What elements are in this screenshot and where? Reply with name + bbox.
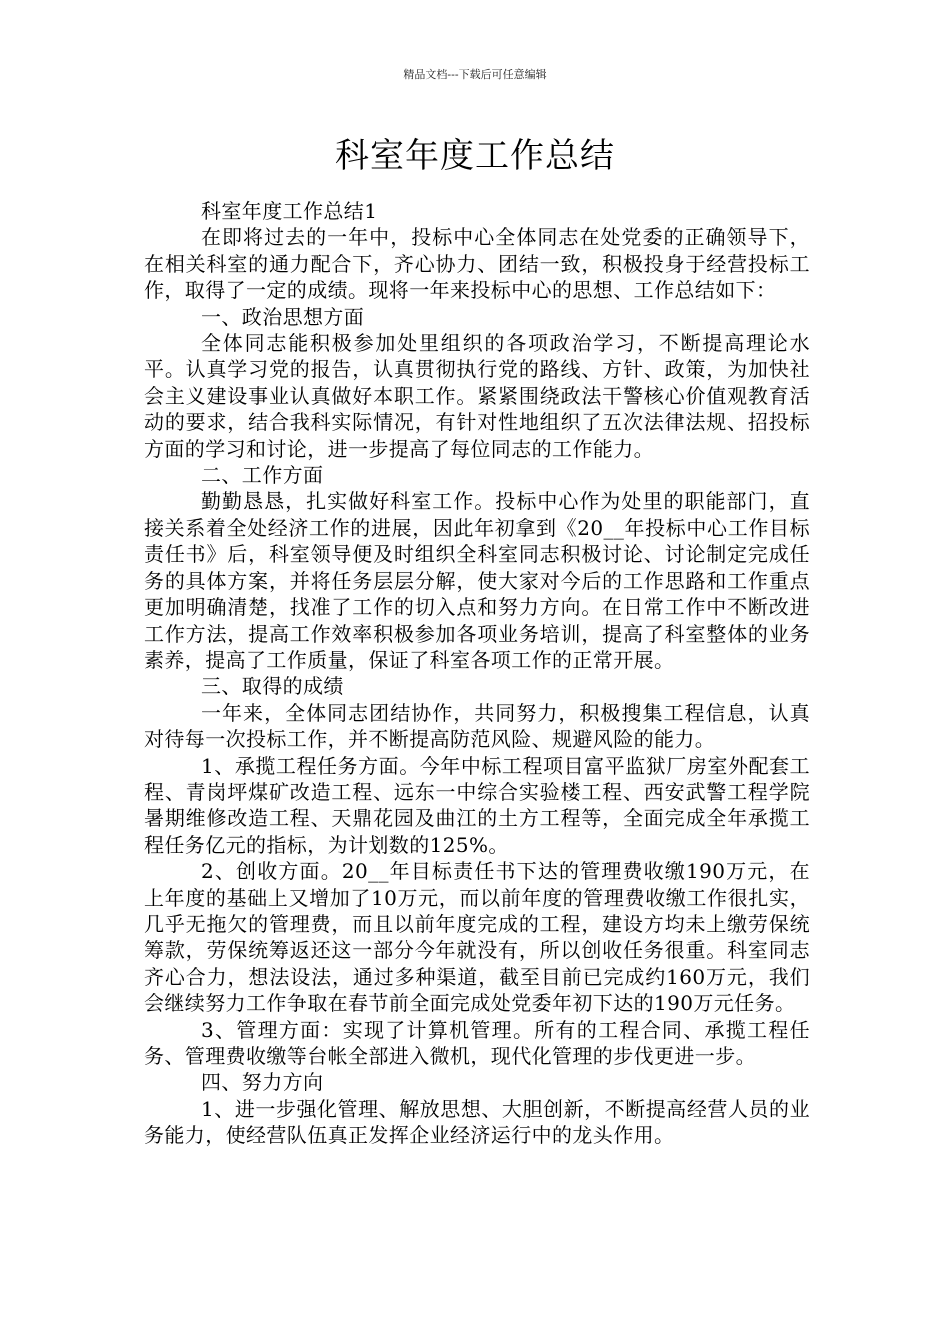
body-paragraph: 勤勤恳恳，扎实做好科室工作。投标中心作为处里的职能部门，直接关系着全处经济工作的进展，因此年初拿到《20__年投标中心工作目标责任书》后，科室领导便及时组织全科室同志积极讨论、讨论制定完成任务的具体方案，并将任务层层分解，使大家对今后的工作思路和工作重点更加明确清楚，找准了工作的切入点和努力方向。在日常工作中不断改进工作方法，提高工作效率积极参加各项业务培训，提高了科室整体的业务素养，提高了工作质量，保证了科室各项工作的正常开展。 <box>144 489 810 672</box>
section-subtitle: 科室年度工作总结1 <box>201 199 378 223</box>
body-paragraph: 3、管理方面：实现了计算机管理。所有的工程合同、承揽工程任务、管理费收缴等台帐全部进入微机，现代化管理的步伐更进一步。 <box>144 1017 810 1068</box>
section-heading: 二、工作方面 <box>201 463 324 488</box>
body-paragraph: 全体同志能积极参加处里组织的各项政治学习，不断提高理论水平。认真学习党的报告，认真贯彻执行党的路线、方针、政策，为加快社会主义建设事业认真做好本职工作。紧紧围绕政法干警核心价值观教育活动的要求，结合我科实际情况，有针对性地组织了五次法律法规、招投标方面的学习和讨论，进一步提高了每位同志的工作能力。 <box>144 331 810 461</box>
body-paragraph: 1、进一步强化管理、解放思想、大胆创新，不断提高经营人员的业务能力，使经营队伍真正发挥企业经济运行中的龙头作用。 <box>144 1096 810 1148</box>
body-paragraph: 在即将过去的一年中，投标中心全体同志在处党委的正确领导下，在相关科室的通力配合下，齐心协力、团结一致，积极投身于经营投标工作，取得了一定的成绩。现将一年来投标中心的思想、工作总结如下： <box>144 225 810 303</box>
section-heading: 四、努力方向 <box>201 1070 324 1095</box>
page-header-note: 精品文档---下载后可任意编辑 <box>403 68 547 81</box>
section-heading: 三、取得的成绩 <box>201 674 344 699</box>
section-heading: 一、政治思想方面 <box>201 304 365 329</box>
document-title: 科室年度工作总结 <box>335 136 615 176</box>
body-paragraph: 2、创收方面。20__年目标责任书下达的管理费收缴190万元，在上年度的基础上又增加了10万元，而以前年度的管理费收缴工作很扎实，几乎无拖欠的管理费，而且以前年度完成的工程，建设方均未上缴劳保统筹款，劳保统筹返还这一部分今年就没有，所以创收任务很重。科室同志齐心合力，想法设法，通过多种渠道，截至目前已完成约160万元，我们会继续努力工作争取在春节前全面完成处党委年初下达的190万元任务。 <box>144 859 810 1016</box>
document-body <box>144 198 810 1149</box>
body-paragraph: 一年来，全体同志团结协作，共同努力，积极搜集工程信息，认真对待每一次投标工作，并不断提高防范风险、规避风险的能力。 <box>144 700 810 752</box>
body-paragraph: 1、承揽工程任务方面。今年中标工程项目富平监狱厂房室外配套工程、青岗坪煤矿改造工程、远东一中综合实验楼工程、西安武警工程学院暑期维修改造工程、天鼎花园及曲江的土方工程等，全面完成全年承揽工程任务亿元的指标，为计划数的125%。 <box>144 753 810 857</box>
